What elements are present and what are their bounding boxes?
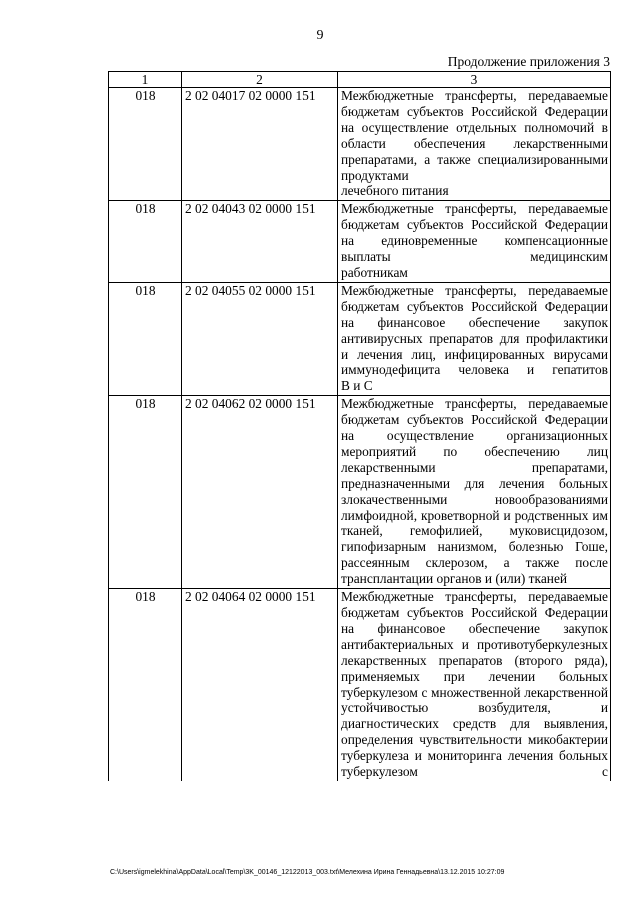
description-cell: [338, 88, 611, 201]
column-header-1: 1: [109, 72, 182, 88]
page-number: 9: [316, 28, 324, 43]
table-header-row: [109, 72, 611, 88]
budget-classification-code-cell: 2 02 04043 02 0000 151: [182, 201, 338, 283]
table-row: [109, 201, 611, 283]
description-text: Межбюджетные трансферты, передаваемые бюджетам субъектов Российской Федерации на единовременные компенсационные выплаты медицинским: [341, 201, 608, 265]
admin-code-cell: 018: [109, 201, 182, 283]
table-row: [109, 396, 611, 589]
column-header-3: 3: [338, 72, 611, 88]
budget-classification-code-cell: 2 02 04064 02 0000 151: [182, 589, 338, 781]
description-text: Межбюджетные трансферты, передаваемые бюджетам субъектов Российской Федерации на осуществление отдельных полномочий в области обеспечения лекарственными препаратами, а также специализированными продуктами: [341, 88, 608, 183]
table-row: [109, 589, 611, 781]
admin-code-cell: 018: [109, 589, 182, 781]
footer-file-path: C:\Users\igmelekhina\AppData\Local\Temp\3K_00146_12122013_003.txt\Мелехина Ирина Геннадьевна\13.12.2015 10:27:09: [110, 869, 505, 876]
budget-classification-code-cell: 2 02 04062 02 0000 151: [182, 396, 338, 589]
column-header-2: 2: [182, 72, 338, 88]
budget-classification-code-cell: 2 02 04017 02 0000 151: [182, 88, 338, 201]
description-last-line: лечебного питания: [341, 183, 449, 199]
description-last-line: работникам: [341, 264, 408, 280]
description-cell: [338, 589, 611, 781]
description-last-line: трансплантации органов и (или) тканей: [341, 571, 568, 587]
description-last-line: В и С: [341, 378, 373, 394]
admin-code-cell: 018: [109, 282, 182, 395]
budget-table: [108, 71, 611, 781]
description-cell: [338, 396, 611, 589]
admin-code-cell: 018: [109, 396, 182, 589]
description-text: Межбюджетные трансферты, передаваемые бюджетам субъектов Российской Федерации на финансовое обеспечение закупок антивирусных препаратов для профилактики и лечения лиц, инфицированных вирусами иммунодефицита человека и гепатитов: [341, 282, 608, 378]
description-cell: [338, 201, 611, 283]
admin-code-cell: 018: [109, 88, 182, 201]
description-cell: [338, 282, 611, 395]
table-row: [109, 282, 611, 395]
continuation-label: Продолжение приложения 3: [447, 54, 610, 69]
budget-classification-code-cell: 2 02 04055 02 0000 151: [182, 282, 338, 395]
table-row: [109, 88, 611, 201]
description-text: Межбюджетные трансферты, передаваемые бюджетам субъектов Российской Федерации на финансовое обеспечение закупок антибактериальных и противотуберкулезных лекарственных препаратов (второго ряда), применяемых при лечении больных туберкулезом с множественной лекарственной устойчивостью возбудителя, и диагностических средств для выявления, определения чувствительности микобактерии туберкулеза и мониторинга лечения больных туберкулезом с: [341, 589, 608, 780]
description-text: Межбюджетные трансферты, передаваемые бюджетам субъектов Российской Федерации на осуществление организационных мероприятий по обеспечению лиц лекарственными препаратами, предназначенными для лечения больных злокачественными новообразованиями лимфоидной, кроветворной и родственных им тканей, гемофилией, муковисцидозом, гипофизарным нанизмом, болезнью Гоше, рассеянным склерозом, а также после: [341, 396, 608, 571]
